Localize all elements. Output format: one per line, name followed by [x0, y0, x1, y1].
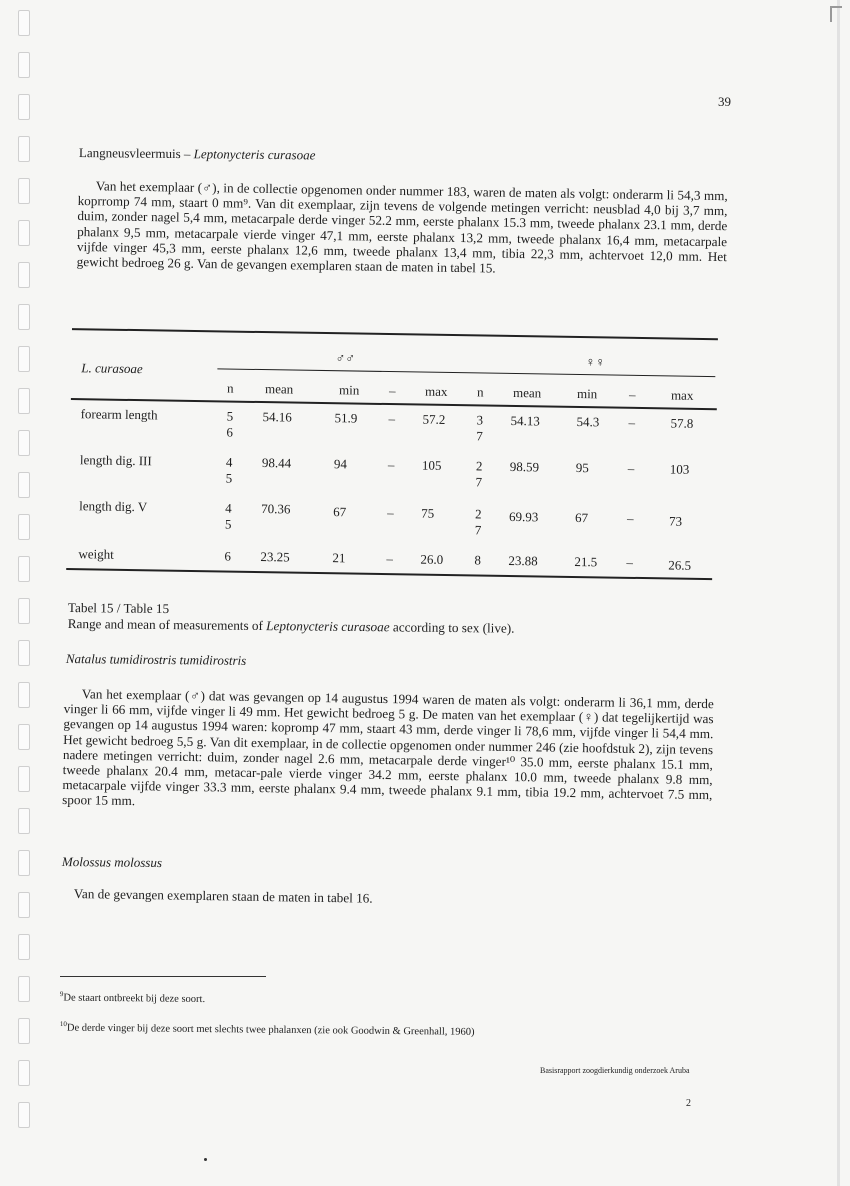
- binding-hole: [18, 640, 30, 666]
- table-top-rule: [72, 328, 718, 340]
- table-cell: 8: [474, 552, 482, 568]
- table-cell: 51.9: [334, 410, 358, 426]
- table-cell: –: [628, 414, 636, 430]
- table-cell: 95: [575, 459, 589, 476]
- col-header: –: [628, 386, 636, 402]
- table-cell: 26.5: [668, 557, 692, 573]
- table-cell: 5: [225, 470, 233, 486]
- footnote-mark: 9: [59, 990, 64, 999]
- binding-hole: [18, 598, 30, 624]
- binding-hole: [18, 136, 30, 162]
- paragraph-leptonycteris: Van het exemplaar (♂), in de collectie opgenomen onder nummer 183, waren de maten als volgt: onderarm li 54,3 mm, koprromp 74 mm, staart 0 mm⁹. Van dit exemplaar, zijn tevens de volgende metingen verricht: neusblad 4,0 bij 3,7 mm, duim, zonder nagel 5,4 mm, metacarpale derde vinger 52.2 mm, eerste phalanx 15.3 mm, tweede phalanx 23.1 mm, derde phalanx 9,5 mm, metacarpale vierde vinger 47,1 mm, eerste phalanx 13,2 mm, tweede phalanx 16,4 mm, metacarpale vijfde vinger 45,3 mm, eerste phalanx 12,6 mm, tweede phalanx 13,4 mm, tibia 22,3 mm, achtervoet 12,0 mm. Het gewicht bedroeg 26 g. Van de gevangen exemplaren staan de maten in tabel 15.: [76, 178, 728, 276]
- table-cell: –: [626, 554, 634, 570]
- table-cell: 57.8: [670, 415, 694, 431]
- table-cell: –: [386, 551, 394, 567]
- table-cell: 6: [224, 548, 232, 564]
- table-cell: 21: [332, 550, 346, 566]
- table-cell: 54.3: [576, 414, 600, 430]
- table-cell: 23.25: [260, 549, 290, 565]
- table-cell: 4: [225, 500, 232, 516]
- table-cell: 73: [668, 513, 683, 529]
- row-label: length dig. III: [79, 452, 152, 469]
- row-label: forearm length: [80, 406, 158, 423]
- group-rule: [217, 368, 715, 377]
- binding-hole: [18, 1018, 30, 1044]
- binding-hole: [18, 94, 30, 120]
- table-cell: 103: [669, 461, 690, 477]
- col-header: min: [338, 382, 360, 398]
- row-label: length dig. V: [79, 498, 148, 515]
- table-cell: –: [627, 460, 635, 476]
- binding-hole: [18, 304, 30, 330]
- col-header: min: [576, 386, 598, 402]
- col-header: mean: [512, 384, 542, 401]
- paragraph-natalus: Van het exemplaar (♂) dat was gevangen op 14 augustus 1994 waren de maten als volgt: onderarm li 36,1 mm, derde vinger li 66 mm, vijfde vinger li 49 mm. Het gewicht bedroeg 5 g. De maten van het exemplaar (♀) dat tegelijkertijd was gevangen op 14 augustus 1994 waren: kopromp 47 mm, staart 43 mm, derde vinger li 78,6 mm, vijfde vinger li 54,4 mm. Het gewicht bedroeg 5,5 g. Van dit exemplaar, in de collectie opgenomen onder nummer 246 (zie hoofdstuk 2), zijn tevens nadere metingen verricht: duim, zonder nagel 2.6 mm, metacarpale derde vinger¹⁰ 35.0 mm, eerste phalanx 15.1 mm, tweede phalanx 20.4 mm, metacar-pale vierde vinger 34.2 mm, eerste phalanx 10.0 mm, tweede phalanx 9.8 mm, metacarpale vijfde vinger 33.3 mm, eerste phalanx 9.4 mm, tweede phalanx 9.1 mm, tibia 19.2 mm, achtervoet 7.5 mm, spoor 15 mm.: [62, 686, 714, 809]
- binding-hole: [18, 682, 30, 708]
- binding-hole: [18, 934, 30, 960]
- table-cell: –: [387, 505, 394, 521]
- table-cell: 54.13: [510, 412, 540, 429]
- table-cell: 23.88: [508, 552, 538, 569]
- table-cell: 2: [475, 506, 482, 522]
- binding-hole: [18, 472, 30, 498]
- binding-hole: [18, 1060, 30, 1086]
- table-caption: [68, 600, 515, 637]
- binding-hole: [18, 52, 30, 78]
- binding-holes: [18, 10, 32, 1180]
- col-header: n: [226, 380, 234, 396]
- table-bottom-rule: [66, 568, 712, 580]
- heading-common-name: Langneusvleermuis –: [78, 145, 194, 162]
- binding-hole: [18, 220, 30, 246]
- table-cell: 7: [474, 522, 482, 538]
- binding-hole: [18, 10, 30, 36]
- caption-post: according to sex (live).: [389, 619, 515, 636]
- table-cell: 5: [226, 408, 234, 424]
- table-cell: 70.36: [261, 501, 291, 517]
- species-heading-molossus: Molossus molossus: [61, 854, 163, 871]
- page-edge: [837, 0, 840, 1186]
- table-cell: –: [626, 510, 634, 526]
- col-header: mean: [264, 381, 294, 397]
- table-cell: 54.16: [262, 409, 292, 425]
- table-cell: 94: [333, 456, 348, 472]
- binding-hole: [18, 850, 30, 876]
- col-header: n: [476, 384, 484, 400]
- binding-hole: [18, 724, 30, 750]
- table-cell: 2: [475, 458, 483, 474]
- footnote-mark: 10: [59, 1020, 67, 1029]
- table-cell: 98.59: [509, 458, 540, 475]
- binding-hole: [18, 766, 30, 792]
- table-cell: –: [387, 457, 395, 473]
- table-cell: –: [388, 411, 396, 427]
- header-rule: [71, 398, 717, 410]
- heading-species: Leptonycteris curasoae: [193, 146, 316, 163]
- binding-hole: [18, 514, 30, 540]
- table-cell: 105: [421, 457, 442, 473]
- binding-hole: [18, 178, 30, 204]
- paragraph-molossus: Van de gevangen exemplaren staan de maten in tabel 16.: [73, 886, 373, 906]
- males-header: ♂♂: [335, 350, 356, 366]
- binding-hole: [18, 262, 30, 288]
- table-cell: 21.5: [574, 553, 598, 570]
- table-cell: 7: [475, 474, 483, 490]
- species-heading-natalus: Natalus tumidirostris tumidirostris: [65, 651, 247, 668]
- table-cell: 67: [574, 509, 589, 526]
- binding-hole: [18, 1102, 30, 1128]
- table-cell: 69.93: [508, 508, 539, 525]
- binding-hole: [18, 556, 30, 582]
- col-header: –: [388, 383, 396, 399]
- bottom-mark: 2: [686, 1098, 691, 1109]
- table-cell: 75: [421, 505, 435, 521]
- table-cell: 57.2: [422, 411, 446, 427]
- footnote-rule: [60, 976, 266, 977]
- caption-description: [68, 616, 515, 637]
- table-cell: 6: [226, 424, 234, 440]
- row-label: weight: [78, 546, 114, 562]
- table-cell: 7: [476, 428, 483, 444]
- table-cell: 4: [225, 454, 233, 470]
- binding-hole: [18, 808, 30, 834]
- footnote-9: [60, 990, 205, 1005]
- page-corner: [830, 6, 842, 22]
- table-species-label: L. curasoae: [81, 360, 143, 377]
- footnote-10: [60, 1020, 475, 1038]
- females-header: ♀♀: [585, 354, 606, 370]
- table-cell: 3: [476, 412, 484, 428]
- table-cell: 67: [333, 504, 347, 520]
- caption-species: Leptonycteris curasoae: [266, 618, 390, 635]
- binding-hole: [18, 430, 30, 456]
- binding-hole: [18, 976, 30, 1002]
- report-footer: Basisrapport zoogdierkundig onderzoek Aruba: [540, 1066, 690, 1075]
- stray-dot: [204, 1158, 207, 1161]
- binding-hole: [18, 388, 30, 414]
- table-cell: 98.44: [261, 455, 292, 471]
- binding-hole: [18, 346, 30, 372]
- col-header: max: [670, 387, 694, 403]
- footnote-text: De derde vinger bij deze soort met slechts twee phalanxen (zie ook Goodwin & Greenhall, 1960): [66, 1022, 475, 1038]
- binding-hole: [18, 892, 30, 918]
- caption-title: Tabel 15 / Table 15: [67, 600, 170, 617]
- table-cell: 5: [224, 516, 232, 532]
- page-number: 39: [718, 94, 731, 109]
- table-cell: 26.0: [420, 551, 444, 567]
- col-header: max: [424, 383, 448, 399]
- footnote-text: De staart ontbreekt bij deze soort.: [63, 992, 206, 1006]
- section-heading: [79, 145, 316, 163]
- measurements-table: [64, 328, 718, 594]
- caption-pre: Range and mean of measurements of: [67, 615, 267, 634]
